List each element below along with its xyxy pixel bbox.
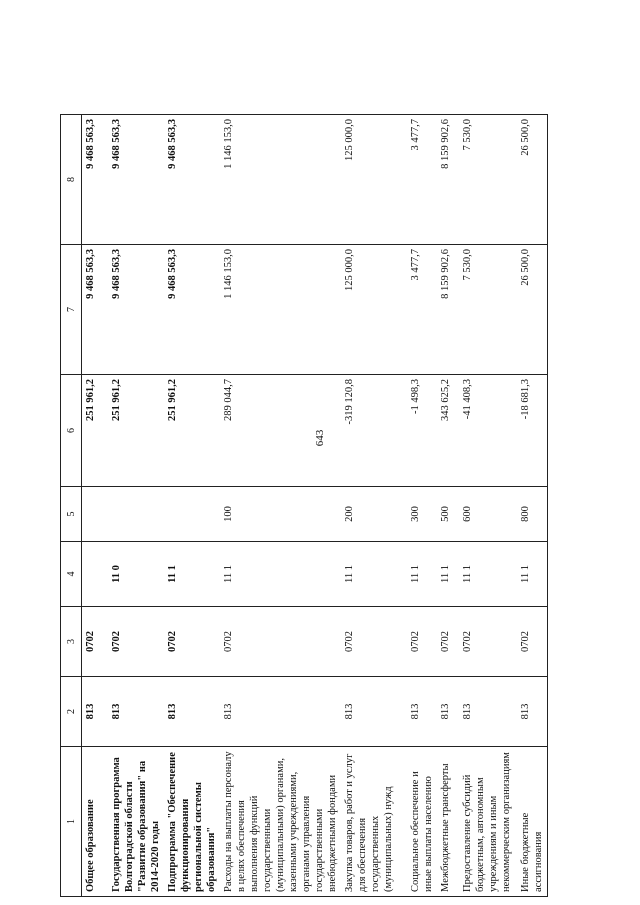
admin-code: 813 [459, 677, 517, 747]
row-name: Подпрограмма "Обеспечение функционирования региональной системы образования" [164, 747, 220, 897]
amount-col-8: 9 468 563,3 [108, 115, 164, 245]
amount-col-8: 8 159 902,6 [437, 115, 459, 245]
amount-col-7: 9 468 563,3 [108, 245, 164, 375]
expense-type-code [164, 487, 220, 542]
section-code: 0702 [341, 607, 407, 677]
row-name: Иные бюджетные ассигнования [517, 747, 548, 897]
row-name: Межбюджетные трансферты [437, 747, 459, 897]
amount-col-8: 3 477,7 [407, 115, 437, 245]
admin-code: 813 [108, 677, 164, 747]
amount-col-6: -18 681,3 [517, 375, 548, 487]
column-header: 3 [61, 607, 82, 677]
amount-col-6: 251 961,2 [108, 375, 164, 487]
section-code: 0702 [517, 607, 548, 677]
amount-col-8: 7 530,0 [459, 115, 517, 245]
column-header: 5 [61, 487, 82, 542]
table-row [341, 115, 407, 897]
expense-type-code: 800 [517, 487, 548, 542]
section-code: 0702 [108, 607, 164, 677]
expense-type-code [82, 487, 108, 542]
budget-table [60, 115, 595, 897]
amount-col-6: -319 120,8 [341, 375, 407, 487]
target-article-code: 11 1 [437, 542, 459, 607]
amount-col-6: 251 961,2 [164, 375, 220, 487]
column-header: 4 [61, 542, 82, 607]
target-article-code: 11 1 [459, 542, 517, 607]
amount-col-6: 343 625,2 [437, 375, 459, 487]
amount-col-7: 8 159 902,6 [437, 245, 459, 375]
table-row [82, 115, 108, 897]
row-name: Социальное обеспечение и иные выплаты населению [407, 747, 437, 897]
row-name: Общее образование [82, 747, 108, 897]
amount-col-6: -1 498,3 [407, 375, 437, 487]
amount-col-7: 7 530,0 [459, 245, 517, 375]
amount-col-7: 3 477,7 [407, 245, 437, 375]
amount-col-6: 251 961,2 [82, 375, 108, 487]
expense-type-code [108, 487, 164, 542]
section-code: 0702 [164, 607, 220, 677]
amount-col-8: 26 500,0 [517, 115, 548, 245]
section-code: 0702 [82, 607, 108, 677]
header-row [61, 115, 82, 897]
table-row [407, 115, 437, 897]
amount-col-8: 9 468 563,3 [164, 115, 220, 245]
row-name: Закупка товаров, работ и услуг для обеспечения государственных (муниципальных) нужд [341, 747, 407, 897]
admin-code: 813 [82, 677, 108, 747]
table-row [437, 115, 459, 897]
amount-col-6: 289 044,7 [220, 375, 341, 487]
target-article-code: 11 1 [341, 542, 407, 607]
target-article-code: 11 1 [407, 542, 437, 607]
column-header: 6 [61, 375, 82, 487]
expense-type-code: 100 [220, 487, 341, 542]
admin-code: 813 [220, 677, 341, 747]
amount-col-7: 125 000,0 [341, 245, 407, 375]
amount-col-8: 125 000,0 [341, 115, 407, 245]
admin-code: 813 [407, 677, 437, 747]
table-row [108, 115, 164, 897]
table-row [459, 115, 517, 897]
expense-type-code: 600 [459, 487, 517, 542]
expense-type-code: 500 [437, 487, 459, 542]
amount-col-7: 9 468 563,3 [82, 245, 108, 375]
table-header [61, 115, 82, 897]
table-body [82, 115, 548, 897]
section-code: 0702 [220, 607, 341, 677]
section-code: 0702 [407, 607, 437, 677]
amount-col-8: 9 468 563,3 [82, 115, 108, 245]
table-row [220, 115, 341, 897]
row-name: Расходы на выплаты персоналу в целях обеспечения выполнения функций государственными (муниципальными) органами, казенными учреждениями, органами управления государственными внебюджетными фондами [220, 747, 341, 897]
row-name: Государственная программа Волгоградской области "Развитие образования" на 2014-2020 годы [108, 747, 164, 897]
admin-code: 813 [517, 677, 548, 747]
admin-code: 813 [164, 677, 220, 747]
target-article-code: 11 1 [517, 542, 548, 607]
target-article-code: 11 1 [220, 542, 341, 607]
column-header: 1 [61, 747, 82, 897]
admin-code: 813 [341, 677, 407, 747]
amount-col-7: 1 146 153,0 [220, 245, 341, 375]
section-code: 0702 [437, 607, 459, 677]
expense-type-code: 200 [341, 487, 407, 542]
column-header: 8 [61, 115, 82, 245]
amount-col-6: -41 408,3 [459, 375, 517, 487]
admin-code: 813 [437, 677, 459, 747]
target-article-code: 11 1 [164, 542, 220, 607]
expense-type-code: 300 [407, 487, 437, 542]
page-number: 643 [314, 429, 326, 447]
amount-col-7: 26 500,0 [517, 245, 548, 375]
column-header: 7 [61, 245, 82, 375]
table-row [164, 115, 220, 897]
amount-col-7: 9 468 563,3 [164, 245, 220, 375]
amount-col-8: 1 146 153,0 [220, 115, 341, 245]
target-article-code: 11 0 [108, 542, 164, 607]
section-code: 0702 [459, 607, 517, 677]
row-name: Предоставление субсидий бюджетным, автономным учреждениям и иным некоммерческим организациям [459, 747, 517, 897]
target-article-code [82, 542, 108, 607]
column-header: 2 [61, 677, 82, 747]
table-row [517, 115, 548, 897]
